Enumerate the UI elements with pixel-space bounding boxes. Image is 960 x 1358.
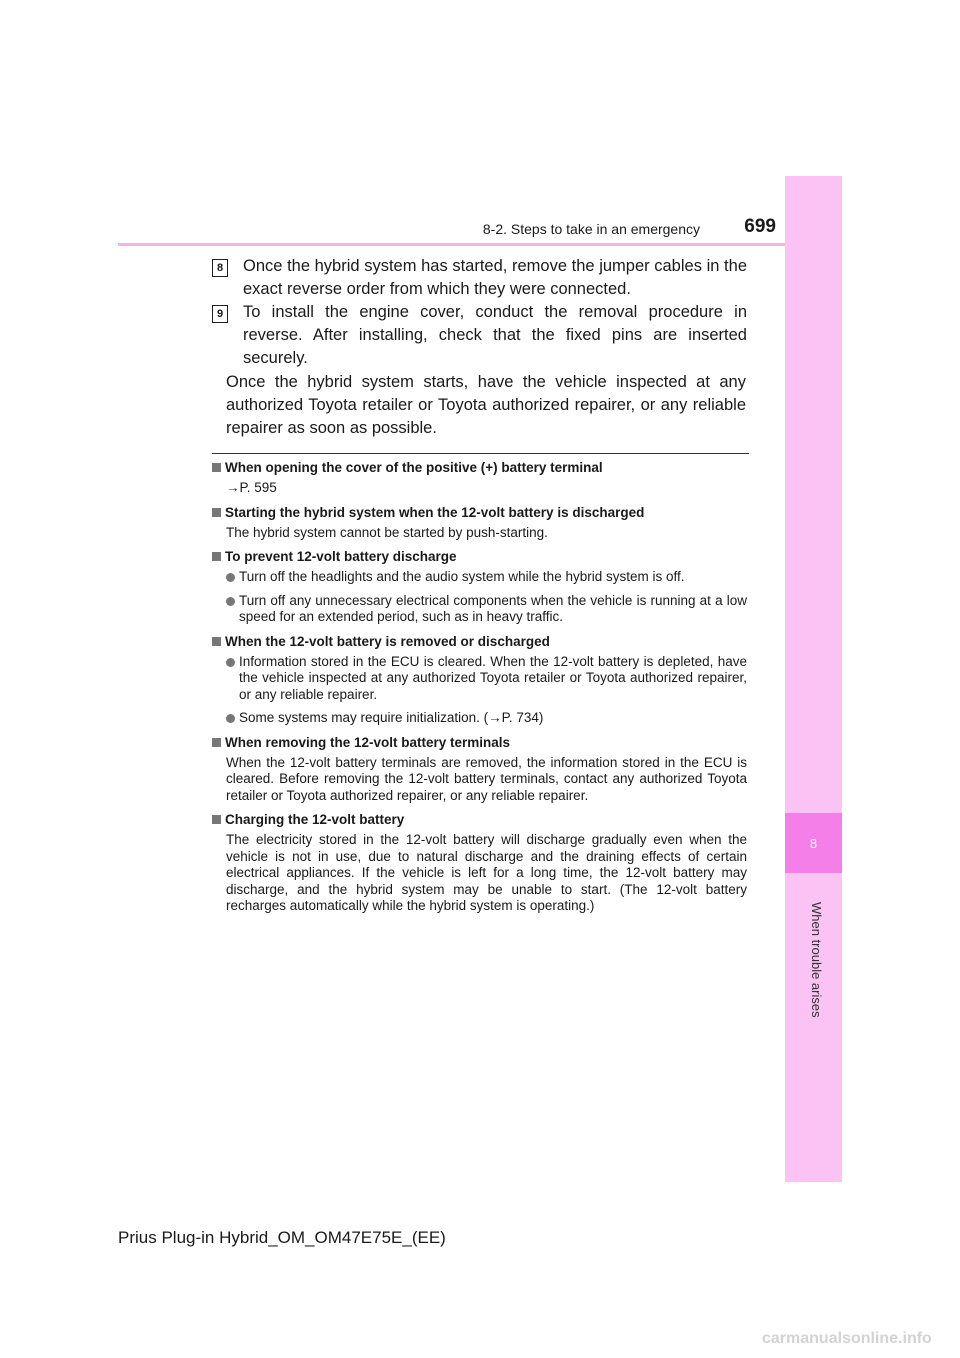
notes-divider <box>212 453 749 454</box>
round-bullet-icon <box>226 658 235 667</box>
note-bullet: Some systems may require initialization. (→P. 734) <box>226 710 747 727</box>
square-bullet-icon <box>212 738 221 747</box>
step-text: To install the engine cover, conduct the removal procedure in reverse. After installing, check that the fixed pins are inserted securely. <box>243 303 747 367</box>
square-bullet-icon <box>212 815 221 824</box>
note-body: The electricity stored in the 12-volt battery will discharge gradually even when the vehicle is not in use, due to natural discharge and the draining effects of certain electrical appliances. If the vehicle is left for a long time, the 12-volt battery may discharge, and the hybrid system may be unable to start. (The 12-volt battery recharges automatically while the hybrid system is operating.) <box>226 832 747 913</box>
after-steps-paragraph: Once the hybrid system starts, have the vehicle inspected at any authorized Toyota retailer or Toyota authorized repairer, or any reliable repairer as soon as possible. <box>226 373 746 437</box>
note-heading: When removing the 12-volt battery terminals <box>212 734 747 751</box>
header-rule <box>118 243 785 246</box>
page-number: 699 <box>744 216 776 237</box>
document-footer: Prius Plug-in Hybrid_OM_OM47E75E_(EE) <box>118 1228 446 1247</box>
step-9 <box>212 301 747 370</box>
step-number-box: 9 <box>212 305 228 323</box>
round-bullet-icon <box>226 597 235 606</box>
chapter-label: When trouble arises <box>809 902 824 1018</box>
notes-section <box>212 459 747 915</box>
step-text: Once the hybrid system has started, remove the jumper cables in the exact reverse order from which they were connected. <box>243 257 747 298</box>
square-bullet-icon <box>212 552 221 561</box>
note-body: →P. 595 <box>226 480 277 495</box>
note-body: When the 12-volt battery terminals are removed, the information stored in the ECU is cleared. Before removing the 12-volt battery terminals, contact any authorized Toyota retailer or Toyota authorized repairer, or any reliable repairer. <box>226 754 747 803</box>
note-body: The hybrid system cannot be started by push-starting. <box>226 524 548 540</box>
square-bullet-icon <box>212 637 221 646</box>
chapter-number: 8 <box>809 835 818 851</box>
note-bullet: Turn off the headlights and the audio system while the hybrid system is off. <box>226 569 747 586</box>
square-bullet-icon <box>212 508 221 517</box>
step-number-box: 8 <box>212 259 228 277</box>
section-title: 8-2. Steps to take in an emergency <box>482 221 700 237</box>
note-heading: Charging the 12-volt battery <box>212 811 747 828</box>
note-heading: When opening the cover of the positive (+) battery terminal <box>212 459 747 476</box>
note-heading: When the 12-volt battery is removed or discharged <box>212 633 747 650</box>
round-bullet-icon <box>226 714 235 723</box>
square-bullet-icon <box>212 463 221 472</box>
note-bullet: Information stored in the ECU is cleared. When the 12-volt battery is depleted, have the vehicle inspected at any authorized Toyota retailer or Toyota authorized repairer, or any reliable repairer. <box>226 654 747 704</box>
step-8 <box>212 255 747 301</box>
chapter-number-box <box>785 813 842 873</box>
note-heading: To prevent 12-volt battery discharge <box>212 548 747 565</box>
round-bullet-icon <box>226 573 235 582</box>
note-heading: Starting the hybrid system when the 12-volt battery is discharged <box>212 504 747 521</box>
watermark: carmanualsonline.info <box>762 1330 932 1347</box>
note-bullet: Turn off any unnecessary electrical components when the vehicle is running at a low speed for an extended period, such as in heavy traffic. <box>226 593 747 626</box>
chapter-side-tab <box>785 176 842 1182</box>
